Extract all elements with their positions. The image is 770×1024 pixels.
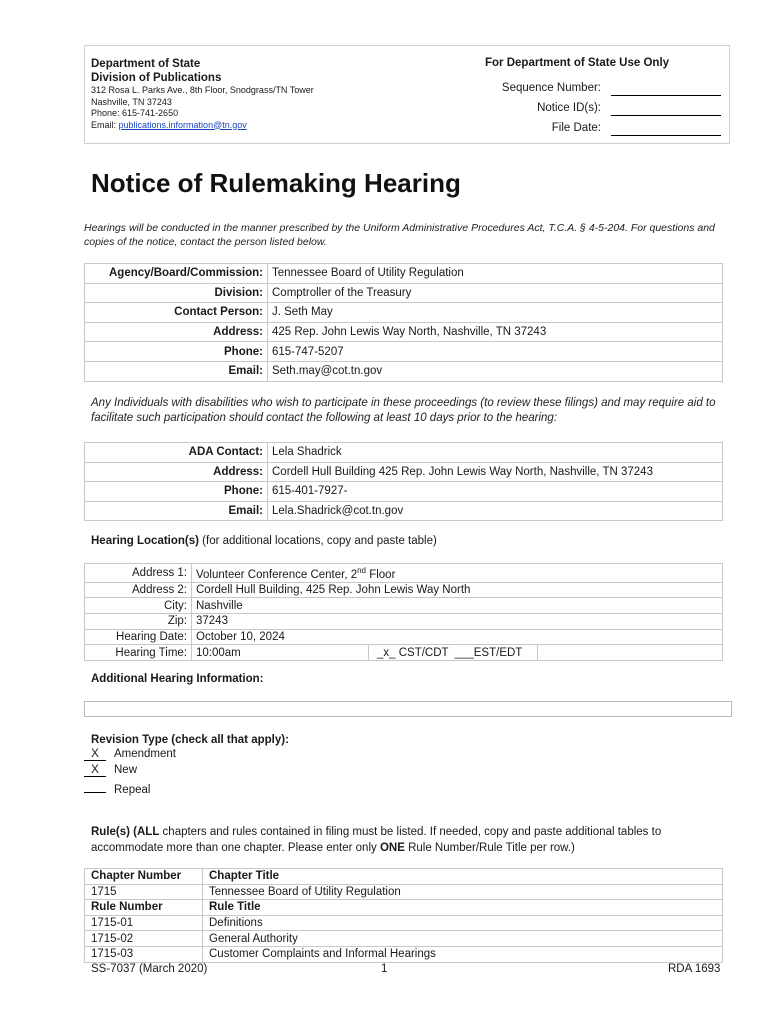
- revision-new-label: New: [114, 764, 138, 776]
- phone-label: Phone:: [85, 342, 268, 362]
- office-use-title: For Department of State Use Only: [485, 57, 670, 69]
- rule-number[interactable]: 1715-01: [85, 915, 203, 931]
- agency-value[interactable]: Tennessee Board of Utility Regulation: [268, 264, 723, 284]
- table-row: [85, 869, 723, 885]
- hearing-time-label: Hearing Time:: [85, 645, 192, 661]
- file-date-label: File Date:: [551, 122, 601, 134]
- city-value[interactable]: Nashville: [192, 598, 723, 614]
- revision-new[interactable]: [84, 764, 137, 777]
- sequence-number-line[interactable]: [611, 95, 721, 96]
- publisher-email-link[interactable]: publications.information@tn.gov: [118, 119, 247, 130]
- table-row: [85, 582, 723, 598]
- chapter-title-header: Chapter Title: [203, 869, 723, 885]
- email-value[interactable]: Seth.may@cot.tn.gov: [268, 361, 723, 381]
- ada-address-value[interactable]: Cordell Hull Building 425 Rep. John Lewis Way North, Nashville, TN 37243: [268, 462, 723, 482]
- table-row: [85, 931, 723, 947]
- hearing-location-table: [84, 563, 723, 661]
- zip-value[interactable]: 37243: [192, 614, 723, 630]
- ada-note: Any Individuals with disabilities who wish to participate in these proceedings (to review these filings) and may require aid to facilitate such participation should contact the following at least 10 days prior to the hearing:: [91, 397, 716, 424]
- publisher-phone: Phone: 615-741-2650: [91, 108, 179, 118]
- timezone-cst[interactable]: [369, 645, 538, 661]
- ada-phone-label: Phone:: [85, 482, 268, 502]
- address1-value[interactable]: [192, 564, 723, 583]
- publisher-block: [91, 57, 314, 131]
- chapter-number-header: Chapter Number: [85, 869, 203, 885]
- ada-email-label: Email:: [85, 501, 268, 521]
- division-label: Division:: [85, 283, 268, 303]
- notice-id-line[interactable]: [611, 115, 721, 116]
- revision-amendment-checkbox[interactable]: X: [84, 748, 106, 761]
- revision-repeal-checkbox[interactable]: [84, 779, 106, 793]
- table-row: [85, 501, 723, 521]
- revision-new-checkbox[interactable]: X: [84, 764, 106, 777]
- table-row: [85, 915, 723, 931]
- table-row: [85, 482, 723, 502]
- additional-info-field[interactable]: [84, 701, 732, 717]
- rule-title[interactable]: General Authority: [203, 931, 723, 947]
- notice-id-label: Notice ID(s):: [537, 102, 601, 114]
- table-row: [85, 303, 723, 323]
- publisher-city: Nashville, TN 37243: [91, 96, 172, 107]
- hearing-date-value[interactable]: October 10, 2024: [192, 629, 723, 645]
- intro-text: Hearings will be conducted in the manner prescribed by the Uniform Administrative Procedures Act, T.C.A. § 4-5-204. For questions and copies of the notice, contact the person listed below.: [84, 222, 715, 248]
- rules-note: [91, 824, 725, 856]
- agency-label: Agency/Board/Commission:: [85, 264, 268, 284]
- ada-table: [84, 442, 723, 521]
- revision-type-label: Revision Type (check all that apply):: [91, 734, 289, 746]
- header-box: [84, 45, 730, 144]
- table-row: [85, 645, 723, 661]
- city-label: City:: [85, 598, 192, 614]
- chapter-number[interactable]: 1715: [85, 884, 203, 900]
- revision-repeal-label: Repeal: [114, 784, 151, 796]
- address1-text: Volunteer Conference Center, 2: [196, 568, 358, 581]
- timezone-cst-text: _x_ CST/CDT: [377, 646, 449, 659]
- timezone-empty-cell: [538, 645, 723, 661]
- address2-value[interactable]: Cordell Hull Building, 425 Rep. John Lewis Way North: [192, 582, 723, 598]
- table-row: [85, 884, 723, 900]
- ada-phone-value[interactable]: 615-401-7927-: [268, 482, 723, 502]
- hearing-locations-hint: (for additional locations, copy and paste table): [198, 535, 437, 547]
- table-row: [85, 598, 723, 614]
- rule-title-header: Rule Title: [203, 900, 723, 916]
- ada-contact-label: ADA Contact:: [85, 443, 268, 463]
- table-row: [85, 443, 723, 463]
- rules-note-part3: chapters and rules contained in filing must be listed. If needed, copy and paste additional tables to accommodate more than one chapter. Please enter only: [91, 826, 662, 854]
- table-row: [85, 361, 723, 381]
- revision-amendment[interactable]: [84, 748, 176, 761]
- department-name: Department of State: [91, 58, 201, 70]
- sequence-number-label: Sequence Number:: [501, 82, 601, 94]
- email-label: Email:: [85, 361, 268, 381]
- rda-number: RDA 1693: [668, 963, 721, 975]
- email-prefix: Email:: [91, 119, 119, 130]
- agency-table: [84, 263, 723, 382]
- table-row: [85, 322, 723, 342]
- rules-table: [84, 868, 723, 963]
- table-row: [85, 614, 723, 630]
- hearing-time-value[interactable]: 10:00am: [192, 645, 369, 661]
- address-value[interactable]: 425 Rep. John Lewis Way North, Nashville, TN 37243: [268, 322, 723, 342]
- rule-number[interactable]: 1715-02: [85, 931, 203, 947]
- address1-suffix: Floor: [366, 568, 396, 581]
- table-row: [85, 629, 723, 645]
- revision-amendment-label: Amendment: [114, 748, 177, 760]
- phone-value[interactable]: 615-747-5207: [268, 342, 723, 362]
- contact-person-label: Contact Person:: [85, 303, 268, 323]
- table-row: [85, 900, 723, 916]
- ada-email-value[interactable]: Lela.Shadrick@cot.tn.gov: [268, 501, 723, 521]
- rules-note-one: ONE: [379, 842, 405, 854]
- table-row: [85, 946, 723, 962]
- rule-number[interactable]: 1715-03: [85, 946, 203, 962]
- address1-label: Address 1:: [85, 564, 192, 583]
- office-use-block: [485, 57, 725, 134]
- page-title: Notice of Rulemaking Hearing: [91, 168, 461, 198]
- rule-title[interactable]: Customer Complaints and Informal Hearings: [203, 946, 723, 962]
- rule-title[interactable]: Definitions: [203, 915, 723, 931]
- form-number: SS-7037 (March 2020): [91, 963, 208, 975]
- table-row: [85, 283, 723, 303]
- rules-note-part1: Rule(s) (: [91, 826, 137, 838]
- table-row: [85, 342, 723, 362]
- hearing-locations-label: Hearing Location(s): [91, 535, 199, 547]
- contact-person-value[interactable]: J. Seth May: [268, 303, 723, 323]
- additional-info-label: Additional Hearing Information:: [91, 673, 264, 685]
- zip-label: Zip:: [85, 614, 192, 630]
- rules-note-part5: Rule Number/Rule Title per row.): [404, 842, 575, 854]
- division-value[interactable]: Comptroller of the Treasury: [268, 283, 723, 303]
- address1-superscript: nd: [357, 566, 367, 575]
- timezone-est-text: ___EST/EDT: [454, 646, 523, 659]
- hearing-locations-heading: [91, 535, 437, 547]
- ada-contact-value[interactable]: Lela Shadrick: [268, 443, 723, 463]
- table-row: [85, 264, 723, 284]
- table-row: [85, 462, 723, 482]
- publisher-address: 312 Rosa L. Parks Ave., 8th Floor, Snodgrass/TN Tower: [91, 85, 314, 95]
- rule-number-header: Rule Number: [85, 900, 203, 916]
- page-number: 1: [381, 963, 388, 975]
- chapter-title[interactable]: Tennessee Board of Utility Regulation: [203, 884, 723, 900]
- rules-note-all: ALL: [137, 826, 160, 838]
- address2-label: Address 2:: [85, 582, 192, 598]
- ada-address-label: Address:: [85, 462, 268, 482]
- file-date-line[interactable]: [611, 135, 721, 136]
- table-row: [85, 564, 723, 583]
- hearing-date-label: Hearing Date:: [85, 629, 192, 645]
- division-name: Division of Publications: [91, 72, 222, 84]
- revision-repeal[interactable]: [84, 779, 150, 796]
- publisher-email-line: [91, 120, 314, 132]
- address-label: Address:: [85, 322, 268, 342]
